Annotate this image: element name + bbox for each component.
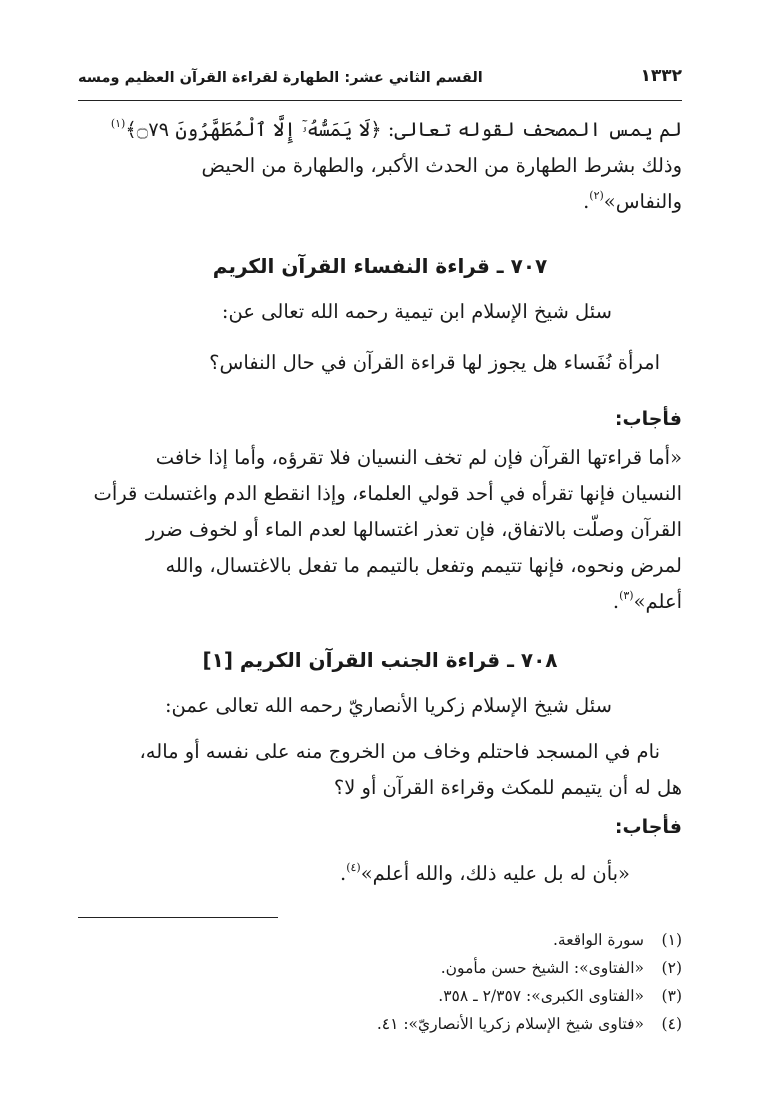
intro-line-1 — [78, 112, 682, 148]
footnote-number: (٣) — [661, 987, 682, 1005]
section-707-answer-line-1: «أما قراءتها القرآن فإن لم تخف النسيان فلا تقرؤه، وأما إذا خافت — [155, 446, 682, 469]
section-708-answer-text: «بأن له بل عليه ذلك، والله أعلم» — [360, 862, 630, 885]
footnote-text: سورة الواقعة. — [553, 931, 644, 949]
section-707-heading: ٧٠٧ ـ قراءة النفساء القرآن الكريم — [212, 254, 548, 278]
footnote-rule — [78, 917, 278, 918]
footnote-4 — [78, 1012, 682, 1036]
intro-text-3: والنفاس» — [603, 190, 682, 213]
section-707-answer-label: فأجاب: — [614, 408, 682, 430]
footnote-number: (٢) — [661, 959, 682, 977]
section-708-question-intro: سئل شيخ الإسلام زكريا الأنصاريّ رحمه الله تعالى عمن: — [164, 694, 612, 717]
intro-end: . — [583, 190, 590, 213]
section-707-answer-line-4: لمرض ونحوه، فإنها تتيمم وتفعل بالتيمم ما تفعل بالاغتسال، والله — [165, 554, 682, 577]
footnote-1 — [78, 928, 682, 952]
header-rule — [78, 100, 682, 101]
footnote-ref-4: (٤) — [346, 861, 361, 874]
footnote-number: (٤) — [661, 1015, 682, 1033]
footnote-text: «الفتاوى»: الشيخ حسن مأمون. — [440, 959, 644, 977]
intro-line-2 — [78, 148, 682, 184]
section-708-question-line-2: هل له أن يتيمم للمكث وقراءة القرآن أو لا؟ — [333, 776, 682, 799]
footnote-ref-1: (١) — [110, 117, 126, 130]
footnote-ref-3: (٣) — [619, 589, 634, 602]
section-708-answer-label: فأجاب: — [614, 816, 682, 838]
section-708-answer — [78, 856, 682, 892]
intro-text-2: وذلك بشرط الطهارة من الحدث الأكبر، والطهارة من الحيض — [201, 154, 682, 177]
footnote-3 — [78, 984, 682, 1008]
footnote-number: (١) — [661, 931, 682, 949]
section-707-question-intro: سئل شيخ الإسلام ابن تيمية رحمه الله تعالى عن: — [221, 300, 612, 323]
section-707-answer-line-5 — [78, 584, 682, 620]
footnote-2 — [78, 956, 682, 980]
intro-line-3 — [78, 184, 682, 220]
section-707-answer-end-text: أعلم» — [633, 590, 682, 613]
section-707-question: امرأة نُفَساء هل يجوز لها قراءة القرآن في حال النفاس؟ — [209, 351, 660, 374]
page-number: ١٣٣٢ — [640, 66, 682, 86]
running-title: القسم الثاني عشر: الطهارة لقراءة القرآن العظيم ومسه — [78, 70, 483, 86]
section-708-answer-period: . — [339, 862, 347, 885]
section-708-heading: ٧٠٨ ـ قراءة الجنب القرآن الكريم [١] — [202, 648, 558, 672]
running-header — [78, 62, 682, 86]
section-707-answer-line-3: القرآن وصلّت بالاتفاق، فإن تعذر اغتسالها لعدم الماء أو لخوف ضرر — [146, 518, 682, 541]
intro-text-1: لم يمس المصحف لقوله تعالى: ﴿لَا يَمَسُّهُۥٓ إِلَّا ٱلْمُطَهَّرُونَ ۝٧٩﴾ — [125, 118, 682, 141]
section-708-question-line-1: نام في المسجد فاحتلم وخاف من الخروج منه على نفسه أو ماله، — [139, 740, 660, 763]
footnote-ref-2: (٢) — [589, 189, 604, 202]
footnote-text: «فتاوى شيخ الإسلام زكريا الأنصاريّ»: ٤١. — [376, 1015, 644, 1033]
page — [78, 0, 682, 1107]
section-707-answer-period: . — [612, 590, 620, 613]
footnote-text: «الفتاوى الكبرى»: ٢/٣٥٧ ـ ٣٥٨. — [438, 987, 644, 1005]
section-707-answer-line-2: النسيان فإنها تقرأه في أحد قولي العلماء، وإذا انقطع الدم واغتسلت قرأت — [93, 482, 682, 505]
